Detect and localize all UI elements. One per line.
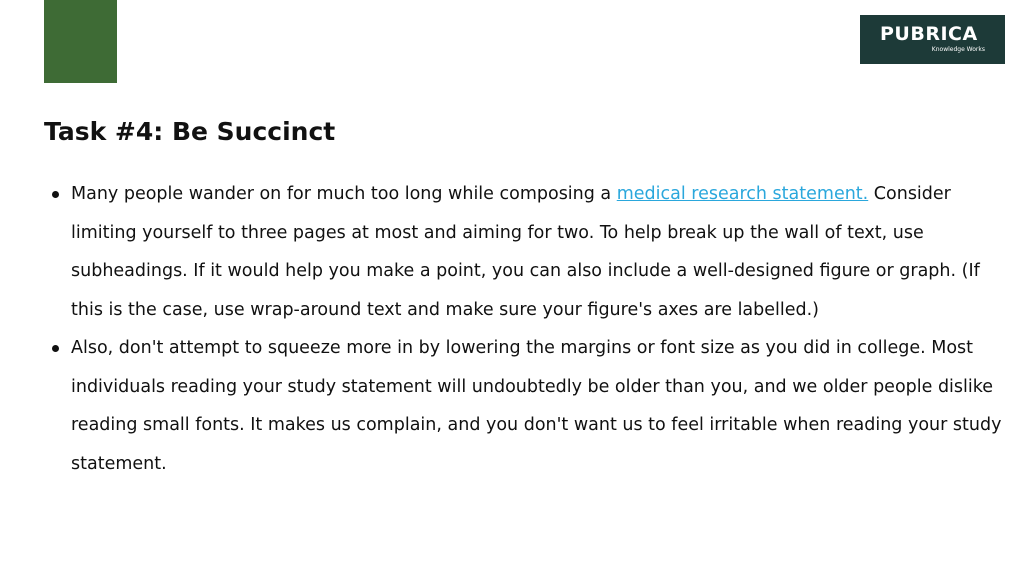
medical-research-statement-link[interactable]: medical research statement.	[616, 184, 869, 204]
logo-tagline: Knowledge Works	[931, 46, 985, 53]
bullet-list	[50, 175, 1005, 483]
bullet-2-text: Also, don't attempt to squeeze more in by lowering the margins or font size as you did in college. Most individuals reading your study statement will undoubtedly be older than you, and we older people dislike reading small fonts. It makes us complain, and you don't want us to feel irritable when reading your study statement.	[71, 338, 1002, 474]
pubrica-logo	[860, 15, 1005, 64]
decorative-accent-block	[44, 0, 117, 83]
logo-wordmark: PUBRICA	[880, 23, 978, 45]
bullet-item-2	[50, 329, 1005, 483]
bullet-1-text-end: Consider limiting yourself to three pages at most and aiming for two. To help break up the wall of text, use subheadings. If it would help you make a point, you can also include a well-designed figure or graph. (If this is the case, use wrap-around text and make sure your figure's axes are labelled.)	[71, 184, 980, 320]
bullet-1-text-start: Many people wander on for much too long while composing a	[71, 184, 617, 204]
bullet-item-1	[50, 175, 1005, 329]
bullet-dot-icon	[52, 191, 59, 198]
slide-title: Task #4: Be Succinct	[44, 117, 336, 146]
bullet-dot-icon	[52, 345, 59, 352]
